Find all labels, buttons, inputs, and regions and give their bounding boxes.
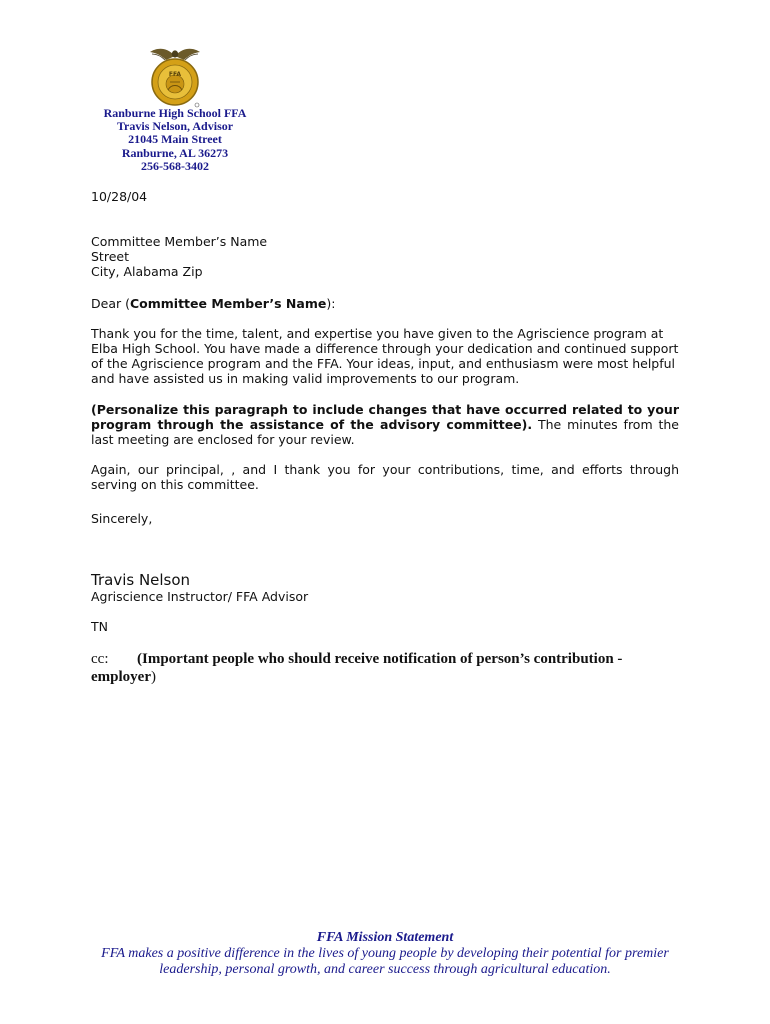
letterhead-city: Ranburne, AL 36273 [121, 145, 229, 160]
letterhead-school: Ranburne High School FFA [103, 106, 247, 120]
mission-title: FFA Mission Statement [316, 930, 454, 945]
mission-statement [60, 930, 710, 978]
svg-text:FFA: FFA [168, 71, 182, 78]
paragraph-personalize-bold: (Personalize this paragraph to include changes that have occurred related to your program through the assistance of the advisory committee). [91, 402, 679, 432]
letterhead-street: 21045 Main Street [128, 132, 222, 147]
letterhead-advisor: Travis Nelson, Advisor [116, 119, 234, 134]
paragraph-thanks: Thank you for the time, talent, and expertise you have given to the Agriscience program at Elba High School. You have made a difference through your dedication and continued support of the Agriscience program and the FFA. Your ideas, input, and enthusiasm were most helpful and have assisted us in making valid improvements to our program. [91, 326, 679, 386]
recipient-street: Street [91, 249, 129, 264]
cc-text: (Important people who should receive notification of person’s contribution - employer [91, 651, 623, 685]
letter-closing: Sincerely, [91, 511, 153, 526]
letterhead-phone: 256-568-3402 [141, 158, 209, 173]
ffa-emblem-icon [148, 44, 202, 108]
letter-date: 10/28/04 [91, 189, 148, 204]
signer-name: Travis Nelson [91, 571, 191, 589]
signer-title: Agriscience Instructor/ FFA Advisor [91, 589, 309, 604]
cc-line [91, 650, 651, 686]
recipient-address [91, 234, 679, 279]
salutation-name: Committee Member’s Name [129, 296, 327, 311]
cc-close: ) [150, 669, 156, 685]
paragraph-personalize [91, 402, 679, 447]
paragraph-personalize-rest: The minutes from the last meeting are enclosed for your review. [91, 417, 680, 447]
recipient-name: Committee Member’s Name [91, 234, 268, 249]
paragraph-closing-thanks: Again, our principal, , and I thank you for your contributions, time, and efforts through serving on this committee. [91, 462, 679, 492]
mission-line-1: FFA makes a positive difference in the lives of young people by developing their potential for premier [101, 946, 669, 961]
typist-initials: TN [91, 619, 108, 634]
salutation-prefix: Dear ( [91, 296, 130, 311]
salutation [91, 296, 679, 311]
cc-label: cc: [91, 651, 109, 667]
letterhead [60, 107, 290, 173]
recipient-city: City, Alabama Zip [91, 264, 203, 279]
mission-line-2: leadership, personal growth, and career success through agricultural education. [159, 962, 611, 977]
salutation-suffix: ): [326, 296, 336, 311]
